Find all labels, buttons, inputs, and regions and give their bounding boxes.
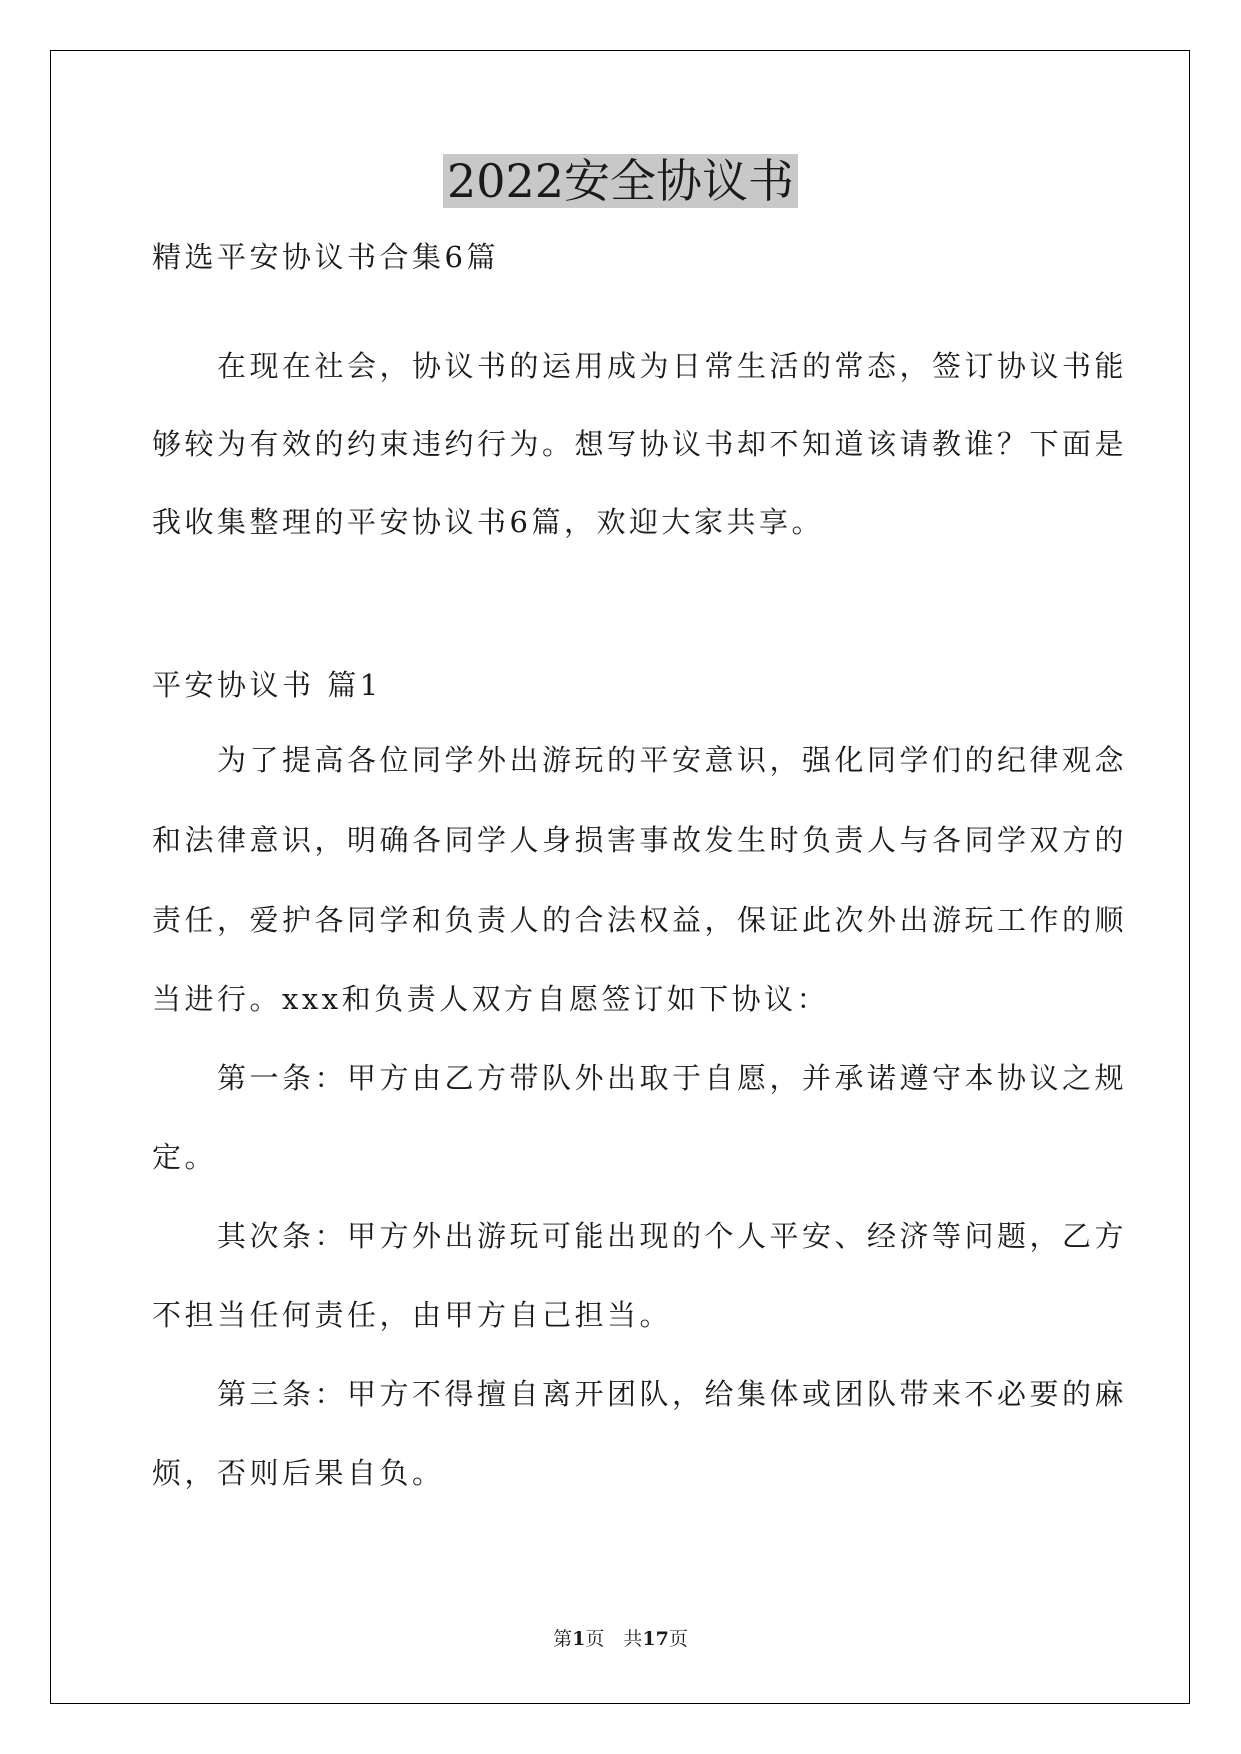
- text-line: 第一条：甲方由乙方带队外出取于自愿，并承诺遵守本协议之规: [152, 1061, 1128, 1095]
- text-line: 为了提高各位同学外出游玩的平安意识，强化同学们的纪律观念: [152, 743, 1128, 777]
- page-footer: [0, 1627, 1241, 1651]
- text-line: 定。: [152, 1140, 218, 1174]
- document-title: [0, 150, 1241, 212]
- text-line: 我收集整理的平安协议书6篇，欢迎大家共享。: [152, 505, 824, 539]
- text-line: 和法律意识，明确各同学人身损害事故发生时负责人与各同学双方的: [152, 823, 1128, 857]
- text-line: 其次条：甲方外出游玩可能出现的个人平安、经济等问题，乙方: [152, 1219, 1128, 1253]
- page-current: 1: [572, 1628, 586, 1650]
- page-suffix: 页: [668, 1628, 688, 1650]
- page-mid: 页 共: [585, 1628, 643, 1650]
- page-prefix: 第: [553, 1628, 573, 1650]
- text-line: 在现在社会，协议书的运用成为日常生活的常态，签订协议书能: [152, 349, 1128, 383]
- title-text: 2022安全协议书: [443, 154, 798, 208]
- text-line: 责任，爱护各同学和负责人的合法权益，保证此次外出游玩工作的顺: [152, 903, 1128, 937]
- text-line: 够较为有效的约束违约行为。想写协议书却不知道该请教谁？下面是: [152, 427, 1128, 461]
- text-line: 不担当任何责任，由甲方自己担当。: [152, 1298, 673, 1332]
- page-total: 17: [642, 1628, 669, 1650]
- text-line: 精选平安协议书合集6篇: [152, 240, 499, 274]
- text-line: 第三条：甲方不得擅自离开团队，给集体或团队带来不必要的麻: [152, 1377, 1128, 1411]
- section-heading: 平安协议书 篇1: [152, 668, 382, 702]
- text-line: 烦，否则后果自负。: [152, 1456, 445, 1490]
- text-line: 当进行。xxx和负责人双方自愿签订如下协议：: [152, 982, 830, 1016]
